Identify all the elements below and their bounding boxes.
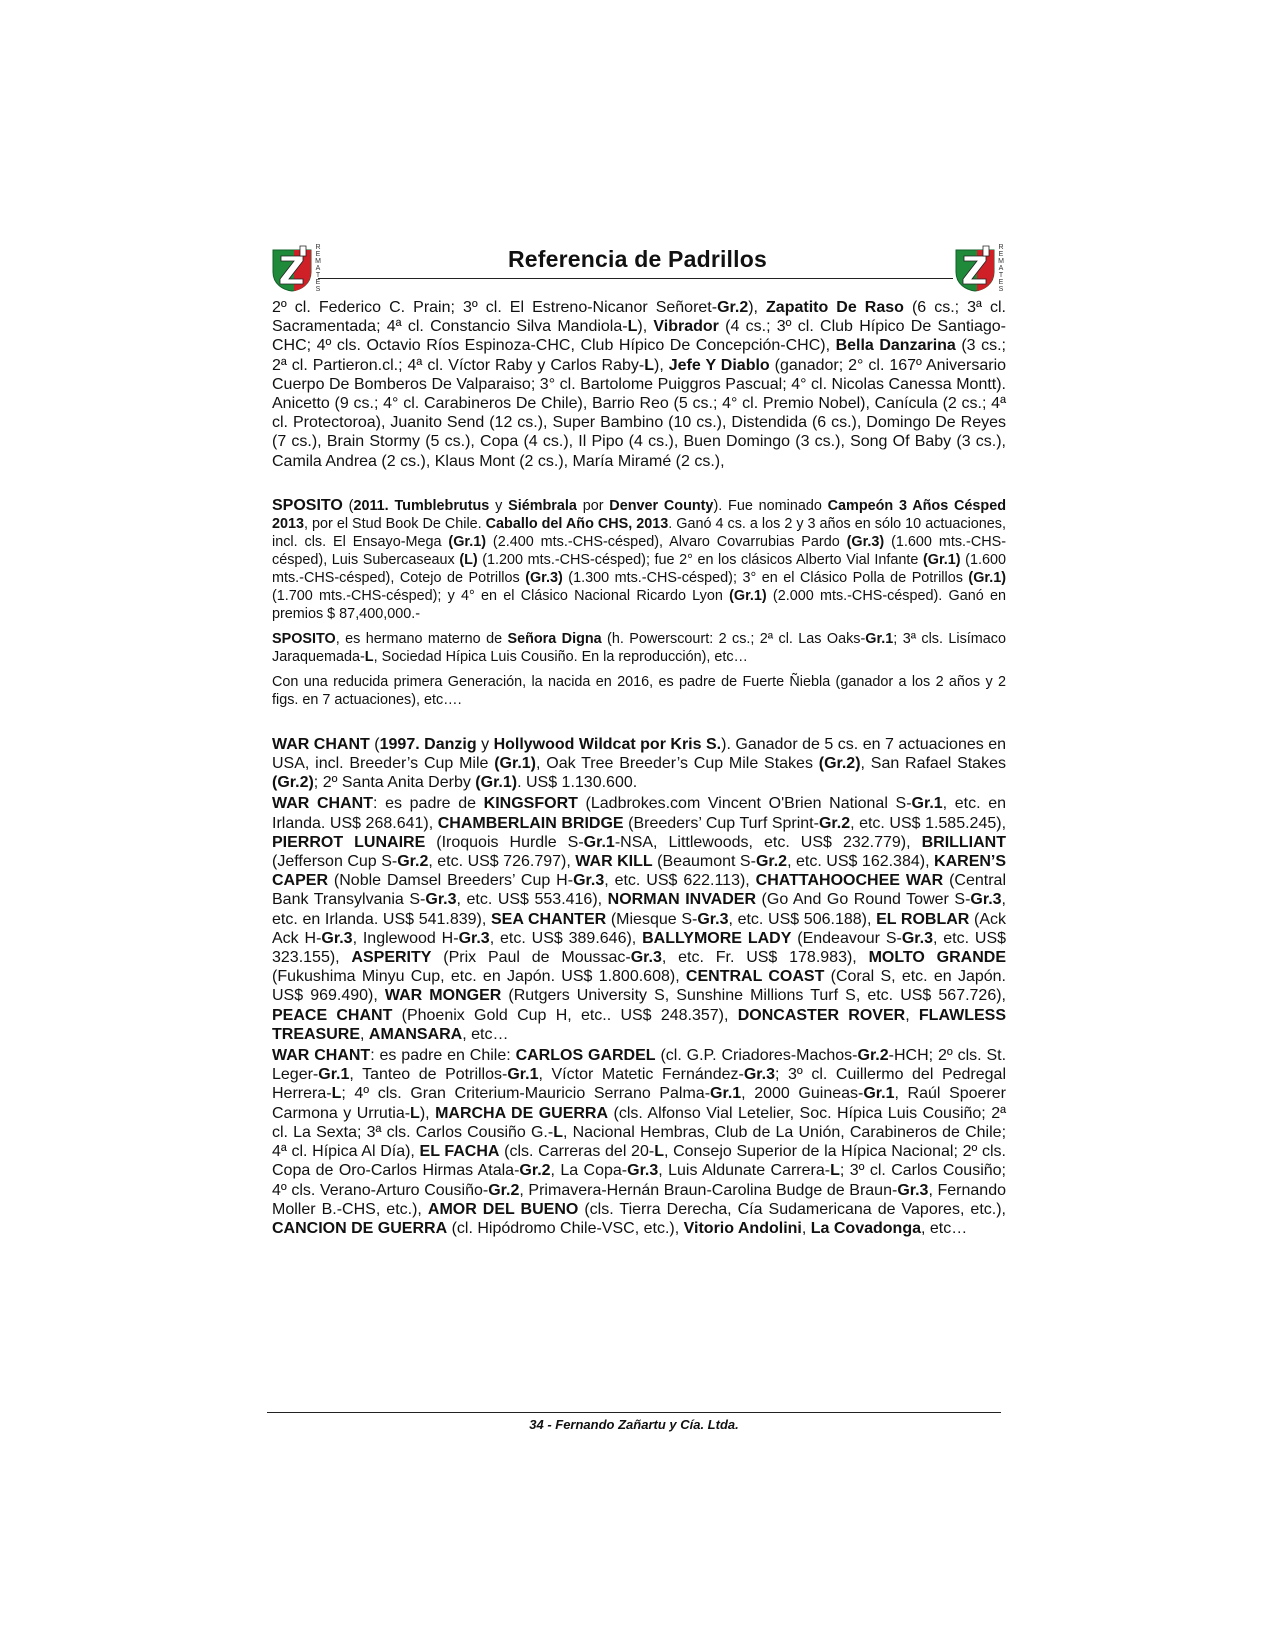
- bold-text: Zapatito De Raso: [766, 299, 904, 316]
- page-title: Referencia de Padrillos: [508, 246, 767, 272]
- bold-text: SEA CHANTER: [491, 910, 607, 928]
- bold-text: La Covadonga: [810, 1219, 921, 1237]
- text-run: (Jefferson Cup S-: [272, 853, 398, 871]
- bold-text: 2011. Tumblebrutus: [353, 497, 490, 514]
- text-run: (1.200 mts.-CHS-césped); fue 2° en los clásicos Alberto Vial Infante: [477, 551, 924, 568]
- bold-text: Gr.3: [630, 949, 662, 967]
- text-run: , etc. US$ 162.384),: [787, 853, 935, 871]
- text-run: , Nacional Hembras, Club de La Unión, Carabineros de Chile; 4ª cl. Hípica Al Día),: [272, 1123, 1007, 1161]
- text-run: y: [489, 497, 509, 514]
- bold-text: PEACE CHANT: [272, 1006, 393, 1024]
- bold-text: (Gr.1): [494, 755, 537, 773]
- bold-text: Gr.2: [488, 1181, 520, 1199]
- text-run: , etc…: [920, 1219, 968, 1237]
- paragraph-gap: [272, 666, 1006, 673]
- paragraph-gap: [272, 623, 1006, 630]
- text-run: . US$ 1.130.600.: [517, 774, 638, 792]
- text-run: (2.400 mts.-CHS-césped), Alvaro Covarrubias Pardo: [486, 533, 847, 550]
- text-run: (1.600 mts.-CHS-césped), Cotejo de Potrillos: [272, 551, 1006, 586]
- text-run: (2.000 mts.-CHS-césped). Ganó en premios $ 87,400,000.-: [272, 587, 1006, 622]
- paragraph-gap: [272, 709, 1006, 735]
- text-run: , Inglewood H-: [352, 929, 459, 947]
- bold-text: Gr.2: [818, 814, 851, 832]
- bold-text: L: [410, 1104, 420, 1122]
- text-run: (Fukushima Minyu Cup, etc. en Japón. US$ 1.800.608),: [272, 968, 686, 986]
- z-shield-logo-icon: [953, 244, 997, 292]
- bold-text: (Gr.1): [448, 533, 487, 550]
- bold-text: DONCASTER ROVER: [737, 1006, 906, 1024]
- bold-text: (Gr.2): [272, 774, 314, 792]
- text-run: , por el Stud Book De Chile.: [304, 515, 486, 532]
- bold-text: FLAWLESS TREASURE: [272, 1006, 1007, 1043]
- text-run: , etc. US$ 553.416),: [456, 891, 608, 909]
- z-shield-logo-icon: [270, 244, 314, 292]
- paragraph-sposito-2: [272, 630, 1006, 666]
- paragraph-cont: [272, 298, 1006, 471]
- text-run: ,: [360, 1025, 369, 1043]
- document-body: [272, 298, 1006, 1238]
- bold-text: Campeón 3 Años Césped 2013: [272, 497, 1006, 532]
- bold-text: Jefe Y Diablo: [668, 356, 770, 374]
- bold-text: NORMAN INVADER: [607, 891, 757, 909]
- bold-text: BRILLIANT: [921, 833, 1007, 851]
- bold-text: (Gr.3): [846, 533, 885, 550]
- text-run: . Ganó 4 cs. a los 2 y 3 años en sólo 10 actuaciones, incl. cls. El Ensayo-Mega: [272, 515, 1006, 550]
- bold-text: AMANSARA: [368, 1025, 463, 1043]
- bold-text: Hollywood Wildcat por Kris S.: [493, 735, 722, 753]
- text-run: , La Copa-: [550, 1162, 628, 1180]
- text-run: , 2000 Guineas-: [741, 1085, 864, 1103]
- text-run: , Consejo Superior de la Hípica Nacional; 2º cls. Copa de Oro-Carlos Hirmas Atala-: [272, 1143, 1006, 1180]
- text-run: ,: [801, 1219, 811, 1237]
- text-run: ),: [419, 1104, 436, 1122]
- bold-text: (Gr.1): [923, 551, 961, 568]
- bold-text: L: [553, 1123, 563, 1141]
- text-run: , etc. US$ 726.797),: [428, 853, 576, 871]
- bold-text: (Gr.1): [968, 569, 1006, 586]
- bold-text: Gr.3: [901, 929, 933, 947]
- text-run: , etc…: [462, 1025, 509, 1043]
- bold-text: Gr.3: [743, 1066, 775, 1084]
- text-run: (: [369, 735, 380, 753]
- paragraph-sposito-3: [272, 673, 1006, 709]
- text-run: , etc. en Irlanda. US$ 541.839),: [272, 891, 1006, 928]
- bold-text: L: [654, 1143, 664, 1161]
- logo-word-right: REMATES: [998, 244, 1004, 293]
- bold-text: Gr.3: [697, 910, 729, 928]
- bold-text: CANCION DE GUERRA: [272, 1219, 448, 1237]
- bold-text: PIERROT LUNAIRE: [272, 833, 426, 851]
- text-run: ). Fue nominado: [713, 497, 828, 514]
- text-run: , Sociedad Hípica Luis Cousiño. En la reproducción), etc…: [373, 648, 748, 665]
- bold-text: EL ROBLAR: [876, 910, 970, 928]
- text-run: ; 3ª cls. Lisímaco Jaraquemada-: [272, 630, 1006, 665]
- bold-text: Gr.1: [710, 1085, 742, 1103]
- bold-text: L: [364, 648, 374, 665]
- bold-text: Gr.1: [863, 1085, 895, 1103]
- bold-text: WAR CHANT: [272, 1047, 371, 1065]
- bold-text: MOLTO GRANDE: [868, 949, 1006, 967]
- text-run: , Luis Aldunate Carrera-: [658, 1162, 831, 1180]
- bold-text: Siémbrala: [508, 497, 577, 514]
- text-run: (1.600 mts.-CHS-césped), Luis Subercaseaux: [272, 533, 1006, 568]
- page-footer: 34 - Fernando Zañartu y Cía. Ltda.: [529, 1417, 739, 1432]
- bold-text: Gr.2: [519, 1162, 551, 1180]
- logo-word-left: REMATES: [315, 244, 321, 293]
- bold-text: Gr.1: [507, 1066, 539, 1084]
- bold-text: Gr.2: [755, 853, 788, 871]
- bold-text: SPOSITO: [272, 496, 343, 514]
- text-run: , etc. en Irlanda. US$ 268.641),: [272, 795, 1007, 832]
- bold-text: Gr.3: [573, 872, 605, 890]
- bold-text: (L): [459, 551, 478, 568]
- bold-text: Vitorio Andolini: [683, 1219, 802, 1237]
- bold-text: Gr.3: [458, 929, 490, 947]
- paragraph-warchant-2: [272, 794, 1006, 1044]
- paragraph-gap: [272, 471, 1006, 497]
- text-run: (: [342, 497, 354, 514]
- text-run: : es padre de: [372, 795, 484, 813]
- bold-text: Gr.3: [627, 1162, 659, 1180]
- bold-text: EL FACHA: [419, 1143, 500, 1161]
- bold-text: Gr.3: [321, 929, 353, 947]
- text-run: , San Rafael Stakes: [860, 755, 1006, 773]
- text-run: ; 3º cl. Carlos Cousiño; 4º cls. Verano-Arturo Cousiño-: [272, 1162, 1006, 1199]
- bold-text: SPOSITO: [272, 630, 336, 647]
- text-run: (cl. G.P. Criadores-Machos-: [655, 1047, 858, 1065]
- bold-text: L: [331, 1085, 342, 1103]
- text-run: (3 cs.; 2ª cl. Partieron.cl.; 4ª cl. Víctor Raby y Carlos Raby-: [272, 337, 1006, 374]
- text-run: (cls. Alfonso Vial Letelier, Soc. Hípica Luis Cousiño; 2ª cl. La Sexta; 3ª cls. Carlos Cousiño G.-: [272, 1104, 1007, 1141]
- text-run: (Endeavour S-: [791, 929, 902, 947]
- bold-text: Gr.2: [397, 853, 429, 871]
- text-run: (Ladbrokes.com Vincent O'Brien National S-: [577, 795, 912, 813]
- bold-text: CARLOS GARDEL: [515, 1047, 656, 1065]
- text-run: , etc. US$ 1.585.245),: [850, 814, 1007, 832]
- paragraph-warchant-3: [272, 1046, 1006, 1238]
- text-run: (Central Bank Transylvania S-: [272, 872, 1007, 909]
- paragraph-warchant-1: [272, 735, 1006, 793]
- text-run: (Coral S, etc. en Japón. US$ 969.490),: [272, 968, 1006, 1005]
- bold-text: Gr.1: [865, 630, 894, 647]
- text-run: : es padre en Chile:: [370, 1047, 516, 1065]
- bold-text: Gr.1: [911, 795, 943, 813]
- bold-text: Vibrador: [653, 318, 719, 336]
- text-run: (1.700 mts.-CHS-césped); y 4° en el Clásico Nacional Ricardo Lyon: [272, 587, 730, 604]
- text-run: (Phoenix Gold Cup H, etc.. US$ 248.357),: [392, 1006, 738, 1024]
- text-run: ). Ganador de 5 cs. en 7 actuaciones en USA, incl. Breeder’s Cup Mile: [272, 735, 1007, 773]
- text-run: , Raúl Spoerer Carmona y Urrutia-: [272, 1085, 1006, 1122]
- remates-logo-left: [270, 244, 322, 292]
- bold-text: (Gr.1): [729, 587, 767, 604]
- text-run: , etc. Fr. US$ 178.983),: [661, 949, 869, 967]
- text-run: ),: [637, 318, 654, 336]
- text-run: (h. Powerscourt: 2 cs.; 2ª cl. Las Oaks-: [601, 630, 866, 647]
- title-underline: [318, 278, 953, 279]
- text-run: , Fernando Moller B.-CHS, etc.),: [272, 1181, 1007, 1218]
- text-run: (Prix Paul de Moussac-: [431, 949, 631, 967]
- text-run: -HCH; 2º cls. St. Leger-: [272, 1047, 1007, 1084]
- text-run: ; 4º cls. Gran Criterium-Mauricio Serrano Palma-: [341, 1085, 711, 1103]
- bold-text: L: [830, 1162, 840, 1180]
- paragraph-sposito-1: [272, 497, 1006, 623]
- footer-rule: [267, 1412, 1001, 1413]
- bold-text: 1997. Danzig: [379, 735, 477, 753]
- text-run: ,: [905, 1006, 919, 1024]
- bold-text: KAREN’S CAPER: [272, 853, 1007, 890]
- text-run: (Iroquois Hurdle S-: [425, 833, 584, 851]
- text-run: (cls. Carreras del 20-: [499, 1143, 655, 1161]
- text-run: (Miesque S-: [606, 910, 698, 928]
- bold-text: WAR KILL: [575, 853, 653, 871]
- bold-text: Caballo del Año CHS, 2013: [485, 515, 669, 532]
- text-run: , Primavera-Hernán Braun-Carolina Budge de Braun-: [519, 1181, 898, 1199]
- bold-text: Gr.1: [583, 833, 615, 851]
- bold-text: (Gr.2): [818, 755, 861, 773]
- text-run: por: [576, 497, 610, 514]
- bold-text: Denver County: [609, 497, 714, 514]
- bold-text: KINGSFORT: [483, 795, 578, 813]
- text-run: (Breeders’ Cup Turf Sprint-: [623, 814, 819, 832]
- text-run: (Noble Damsel Breeders’ Cup H-: [328, 872, 574, 890]
- bold-text: Gr.3: [897, 1181, 929, 1199]
- text-run: , etc. US$ 389.646),: [489, 929, 643, 947]
- bold-text: (Gr.1): [475, 774, 518, 792]
- bold-text: L: [644, 356, 654, 374]
- text-run: , Víctor Matetic Fernández-: [538, 1066, 744, 1084]
- bold-text: WAR CHANT: [272, 735, 370, 753]
- text-run: -NSA, Littlewoods, etc. US$ 232.779),: [614, 833, 922, 851]
- page-header: [270, 244, 1005, 292]
- text-run: , etc. US$ 622.113),: [604, 872, 756, 890]
- bold-text: Gr.2: [857, 1047, 889, 1065]
- bold-text: MARCHA DE GUERRA: [435, 1104, 609, 1122]
- remates-logo-right: [953, 244, 1005, 292]
- text-run: , Oak Tree Breeder’s Cup Mile Stakes: [536, 755, 819, 773]
- text-run: Con una reducida primera Generación, la nacida en 2016, es padre de Fuerte Ñiebla (ganador a los 2 años y 2 figs. en 7 actuaciones), etc….: [272, 673, 1006, 708]
- text-run: (Beaumont S-: [652, 853, 756, 871]
- bold-text: BALLYMORE LADY: [642, 929, 792, 947]
- bold-text: CHATTAHOOCHEE WAR: [755, 872, 944, 890]
- text-run: 2º cl. Federico C. Prain; 3º cl. El Estreno-Nicanor Señoret-: [272, 299, 718, 316]
- bold-text: Gr.3: [970, 891, 1002, 909]
- bold-text: AMOR DEL BUENO: [427, 1200, 579, 1218]
- text-run: (6 cs.; 3ª cl. Sacramentada; 4ª cl. Constancio Silva Mandiola-: [272, 299, 1006, 336]
- text-run: ; 3º cl. Cuillermo del Pedregal Herrera-: [272, 1066, 1007, 1103]
- text-run: ),: [654, 356, 669, 374]
- bold-text: CHAMBERLAIN BRIDGE: [437, 814, 624, 832]
- text-run: (4 cs.; 3º cl. Club Hípico De Santiago-CHC; 4º cls. Octavio Ríos Espinoza-CHC, Club Hípico De Concepción-CHC),: [272, 318, 1007, 355]
- text-run: (cls. Tierra Derecha, Cía Sudamericana de Vapores, etc.),: [578, 1200, 1006, 1218]
- text-run: , etc. US$ 506.188),: [728, 910, 877, 928]
- bold-text: Bella Danzarina: [835, 337, 956, 355]
- text-run: , es hermano materno de: [335, 630, 508, 647]
- bold-text: Gr.1: [318, 1066, 350, 1084]
- text-run: ),: [748, 299, 767, 316]
- bold-text: WAR CHANT: [272, 795, 373, 813]
- text-run: , etc. US$ 323.155),: [272, 929, 1007, 967]
- text-run: (Rutgers University S, Sunshine Millions Turf S, etc. US$ 567.726),: [501, 987, 1007, 1005]
- text-run: (Go And Go Round Tower S-: [756, 891, 971, 909]
- text-run: (cl. Hipódromo Chile-VSC, etc.),: [447, 1219, 684, 1237]
- text-run: , Tanteo de Potrillos-: [349, 1066, 508, 1084]
- text-run: ; 2º Santa Anita Derby: [313, 774, 476, 792]
- bold-text: Gr.2: [717, 299, 749, 316]
- text-run: y: [476, 735, 494, 753]
- bold-text: (Gr.3): [525, 569, 563, 586]
- text-run: (Ack Ack H-: [272, 910, 1007, 947]
- bold-text: CENTRAL COAST: [685, 968, 825, 986]
- bold-text: L: [627, 318, 638, 336]
- bold-text: ASPERITY: [351, 949, 432, 967]
- text-run: (ganador; 2° cl. 167º Aniversario Cuerpo De Bomberos De Valparaiso; 3° cl. Bartolome Puiggros Pascual; 4° cl. Nicolas Canessa Montt). Anicetto (9 cs.; 4° cl. Carabineros De Chile), Barrio Reo (5 cs.; 4° cl. Premio Nobel), Canícula (2 cs.; 4ª cl. Protectoroa), Juanito Send (12 cs.), Super Bambino (10 cs.), Distendida (6 cs.), Domingo De Reyes (7 cs.), Brain Stormy (5 cs.), Copa (4 cs.), Il Pipo (4 cs.), Buen Domingo (3 cs.), Song Of Baby (3 cs.), Camila Andrea (2 cs.), Klaus Mont (2 cs.), María Miramé (2 cs.),: [272, 356, 1007, 470]
- bold-text: Gr.3: [425, 891, 457, 909]
- text-run: (1.300 mts.-CHS-césped); 3° en el Clásico Polla de Potrillos: [562, 569, 969, 586]
- bold-text: WAR MONGER: [384, 987, 502, 1005]
- bold-text: Señora Digna: [507, 630, 602, 647]
